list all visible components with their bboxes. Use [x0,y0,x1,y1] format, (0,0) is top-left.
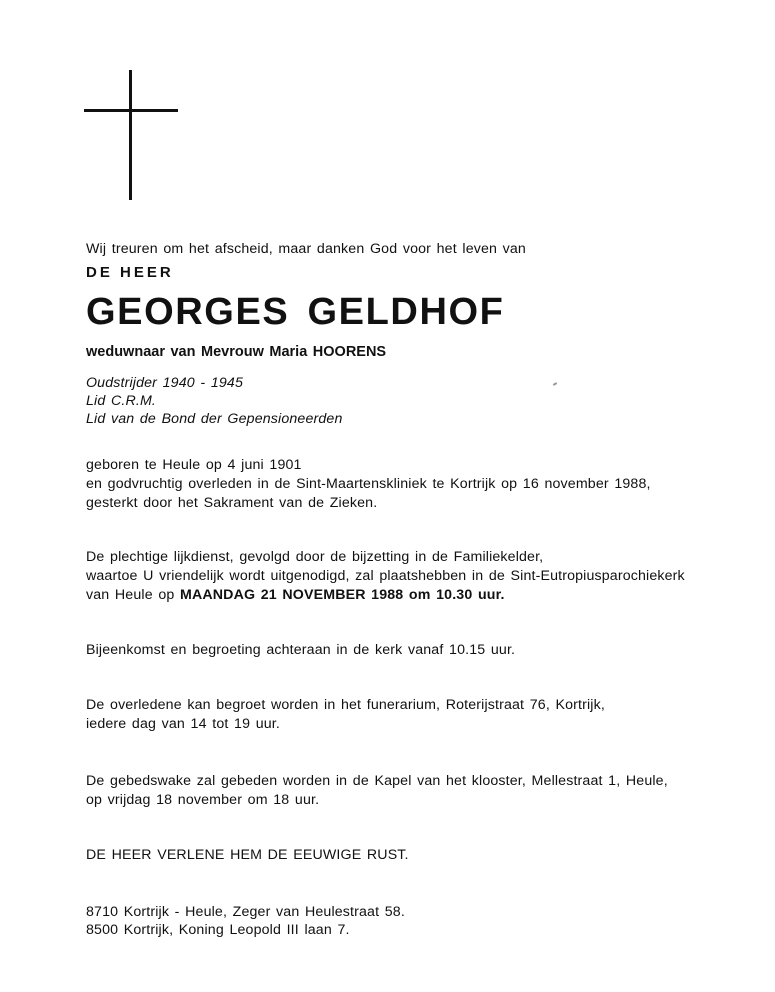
widower-line: weduwnaar van Mevrouw Maria HOORENS [86,344,387,360]
gathering-line: Bijeenkomst en begroeting achteraan in de kerk vanaf 10.15 uur. [86,642,516,658]
viewing-line-1: De overledene kan begroet worden in het funerarium, Roterijstraat 76, Kortrijk, [86,697,605,713]
funeral-line-2: waartoe U vriendelijk wordt uitgenodigd, zal plaatshebben in de Sint-Eutropiusparochiekerk [86,568,685,584]
role-pensioners: Lid van de Bond der Gepensioneerden [86,411,343,427]
birth-line: geboren te Heule op 4 juni 1901 [86,457,302,473]
funeral-datetime: MAANDAG 21 NOVEMBER 1988 om 10.30 uur. [180,587,505,603]
role-veteran: Oudstrijder 1940 - 1945 [86,375,244,391]
cross-icon [84,70,178,200]
funeral-location: van Heule op [86,587,175,603]
role-crm: Lid C.R.M. [86,393,157,409]
deceased-name: GEORGES GELDHOF [86,291,505,333]
vigil-line-2: op vrijdag 18 november om 18 uur. [86,792,320,808]
address-heule: 8710 Kortrijk - Heule, Zeger van Heulestraat 58. [86,904,405,920]
funeral-line-1: De plechtige lijkdienst, gevolgd door de bijzetting in de Familiekelder, [86,549,544,565]
funeral-line-3 [86,586,505,604]
cross-horizontal-bar [84,109,178,112]
print-speck [553,382,557,386]
honorific: DE HEER [86,264,174,281]
vigil-line-1: De gebedswake zal gebeden worden in de Kapel van het klooster, Mellestraat 1, Heule, [86,773,668,789]
sacrament-line: gesterkt door het Sakrament van de Zieken. [86,495,378,511]
viewing-line-2: iedere dag van 14 tot 19 uur. [86,716,280,732]
opening-text: Wij treuren om het afscheid, maar danken God voor het leven van [86,241,526,257]
prayer-line: DE HEER VERLENE HEM DE EEUWIGE RUST. [86,847,409,863]
death-line: en godvruchtig overleden in de Sint-Maartenskliniek te Kortrijk op 16 november 1988, [86,476,651,492]
cross-vertical-bar [129,70,132,200]
address-kortrijk: 8500 Kortrijk, Koning Leopold III laan 7. [86,922,350,938]
